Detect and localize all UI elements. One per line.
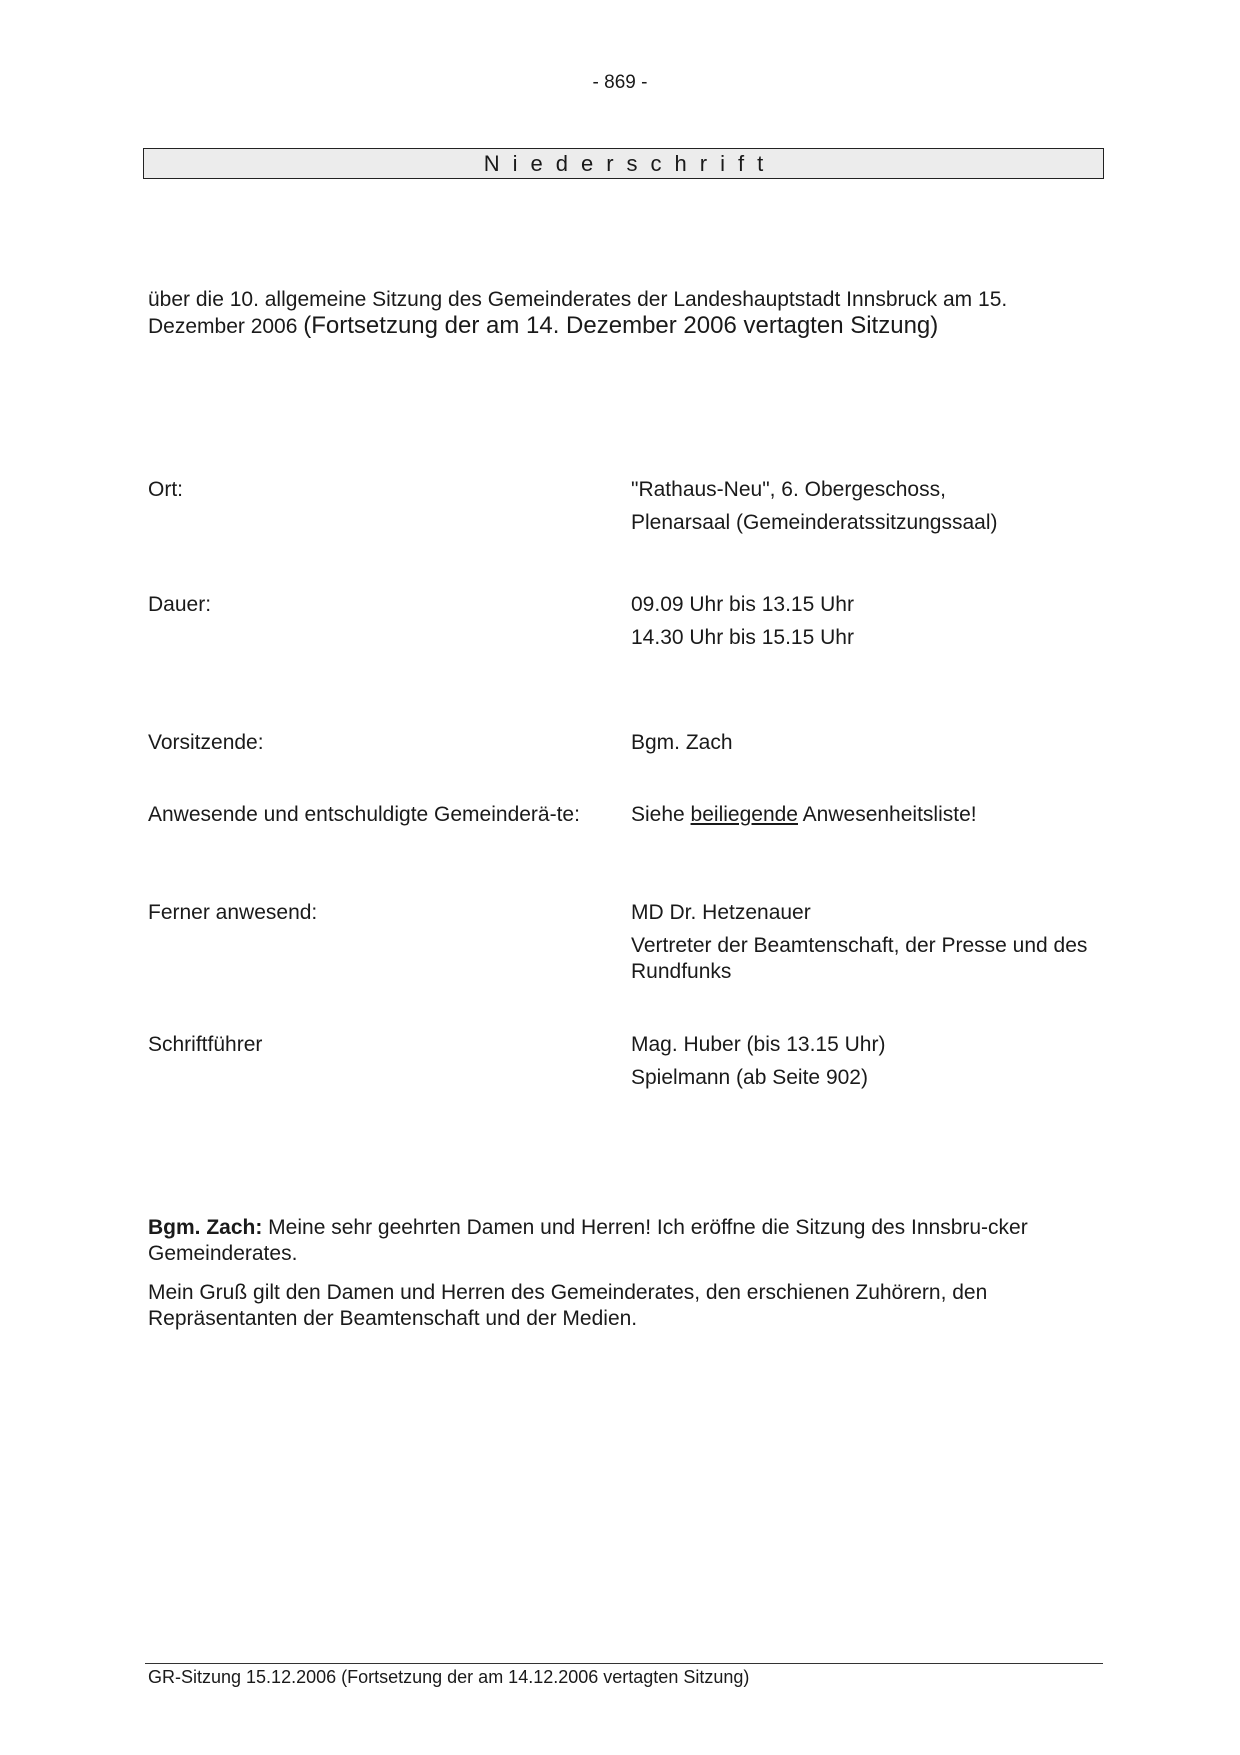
anwesende-value: [631, 802, 1101, 828]
intro-continuation: (Fortsetzung der am 14. Dezember 2006 vertagten Sitzung): [303, 312, 939, 339]
dauer-value-line2: 14.30 Uhr bis 15.15 Uhr: [631, 626, 854, 649]
speech-text-1: Meine sehr geehrten Damen und Herren! Ich eröffne die Sitzung des Innsbru-cker Gemeinderates.: [148, 1216, 1028, 1265]
dauer-value-line1: 09.09 Uhr bis 13.15 Uhr: [631, 593, 854, 616]
vorsitzende-label: Vorsitzende:: [148, 731, 264, 754]
schriftfuehrer-value-line1: Mag. Huber (bis 13.15 Uhr): [631, 1033, 886, 1056]
intro-paragraph: [148, 287, 1108, 340]
ort-value-line2: Plenarsaal (Gemeinderatssitzungssaal): [631, 511, 998, 534]
speech-paragraph-1: [148, 1215, 1088, 1267]
ort-value-line1: "Rathaus-Neu", 6. Obergeschoss,: [631, 478, 946, 501]
footer-divider: [145, 1663, 1103, 1664]
schriftfuehrer-value-line2: Spielmann (ab Seite 902): [631, 1066, 868, 1089]
vorsitzende-value: Bgm. Zach: [631, 731, 733, 754]
ferner-value-line1: MD Dr. Hetzenauer: [631, 901, 811, 924]
schriftfuehrer-label: Schriftführer: [148, 1033, 263, 1056]
footer-text: GR-Sitzung 15.12.2006 (Fortsetzung der am 14.12.2006 vertagten Sitzung): [148, 1667, 750, 1687]
dauer-label: Dauer:: [148, 593, 212, 616]
anwesende-value-post: Anwesenheitsliste!: [797, 803, 977, 826]
intro-text: über die 10. allgemeine Sitzung des Gemeinderates der Landeshauptstadt Innsbruck am 15. Dezember 2006: [148, 288, 1008, 338]
anwesende-label: Anwesende und entschuldigte Gemeinderä-te:: [148, 803, 580, 826]
ferner-label: Ferner anwesend:: [148, 901, 318, 924]
anwesende-value-underlined: beiliegende: [690, 803, 798, 826]
ort-label: Ort:: [148, 478, 183, 501]
page-number: - 869 -: [592, 72, 648, 93]
ferner-value-line2: Vertreter der Beamtenschaft, der Presse und des Rundfunks: [631, 934, 1088, 983]
speaker-name: Bgm. Zach:: [148, 1216, 263, 1239]
anwesende-value-pre: Siehe: [631, 803, 691, 826]
document-title: Niederschrift: [143, 148, 1104, 179]
speech-paragraph-2: Mein Gruß gilt den Damen und Herren des Gemeinderates, den erschienen Zuhörern, den Repräsentanten der Beamtenschaft und der Medien.: [148, 1281, 988, 1330]
